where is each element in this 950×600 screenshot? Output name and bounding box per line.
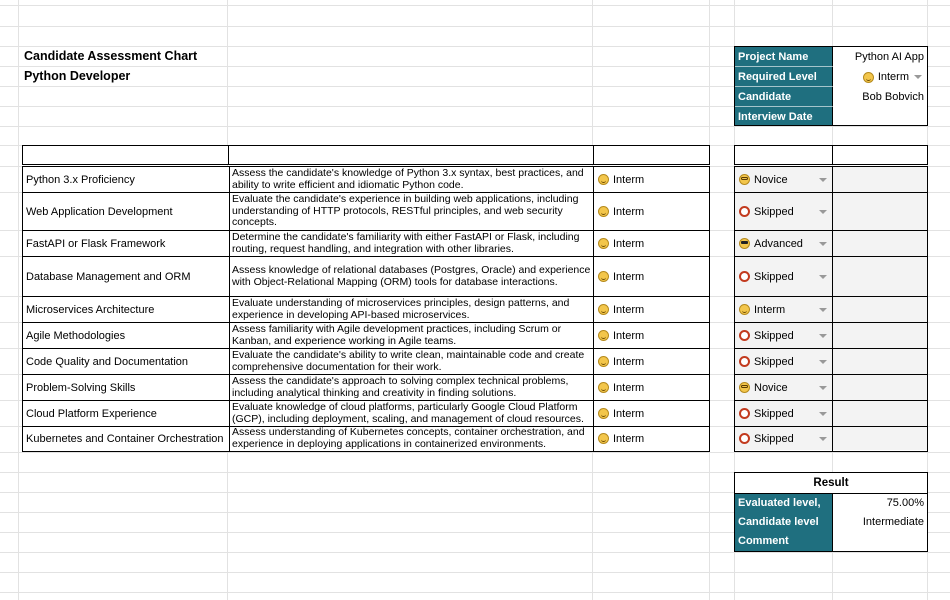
smile-emoji-icon (598, 382, 609, 393)
rating-note-cell[interactable] (833, 193, 927, 230)
info-label: Project Name (738, 51, 809, 63)
rating-note-cell[interactable] (833, 167, 927, 192)
required-level-cell[interactable] (594, 257, 709, 296)
skill-row (23, 349, 709, 374)
rating-note-cell[interactable] (833, 401, 927, 426)
required-level-cell[interactable] (594, 349, 709, 374)
required-level-label: Interm (613, 329, 645, 342)
dropdown-arrow-icon[interactable] (914, 75, 922, 79)
rating-dropdown[interactable] (735, 167, 832, 192)
skill-description[interactable]: Evaluate the candidate's ability to write clean, maintainable code and create comprehensive documentation for their work. (232, 349, 585, 373)
required-level-label: Interm (613, 355, 645, 368)
result-box (734, 472, 928, 552)
smile-emoji-icon (598, 356, 609, 367)
rating-label: Skipped (754, 270, 794, 283)
skill-description[interactable]: Assess the candidate's knowledge of Python 3.x syntax, best practices, and ability to write efficient and idiomatic Python code. (232, 167, 584, 191)
rating-dropdown[interactable] (735, 349, 832, 374)
info-value[interactable]: Python AI App (854, 51, 924, 63)
result-label: Candidate level (738, 516, 819, 528)
skill-name[interactable]: Microservices Architecture (26, 303, 155, 316)
rating-label: Skipped (754, 329, 794, 342)
skill-description[interactable]: Evaluate knowledge of cloud platforms, particularly Google Cloud Platform (GCP), including deployment, scaling, and management of cloud resources. (232, 401, 584, 425)
rating-dropdown[interactable] (735, 427, 832, 450)
skill-name[interactable]: Kubernetes and Container Orchestration (26, 432, 224, 445)
table-header-row (22, 145, 710, 165)
dropdown-arrow-icon[interactable] (819, 275, 827, 279)
skill-description[interactable]: Evaluate the candidate's experience in building web applications, including understanding of HTTP protocols, RESTful principles, and web security concepts. (232, 193, 579, 229)
skill-name[interactable]: Web Application Development (26, 205, 173, 218)
rating-dropdown[interactable] (735, 257, 832, 296)
required-level-cell[interactable] (594, 401, 709, 426)
skill-row (23, 375, 709, 400)
skill-name[interactable]: Database Management and ORM (26, 270, 191, 283)
sheet-subtitle: Python Developer (24, 69, 131, 83)
skill-description[interactable]: Assess understanding of Kubernetes concepts, container orchestration, and experience in deploying applications in containerized environments. (232, 427, 585, 450)
rating-note-cell[interactable] (833, 323, 927, 348)
skill-row (23, 401, 709, 426)
skill-name[interactable]: Problem-Solving Skills (26, 381, 136, 394)
skipped-circle-icon (739, 271, 750, 282)
skill-description[interactable]: Determine the candidate's familiarity with either FastAPI or Flask, including routing, request handling, and integration with other libraries. (232, 231, 580, 255)
required-level-cell[interactable] (594, 231, 709, 256)
smile-emoji-icon (863, 72, 874, 83)
rating-dropdown[interactable] (735, 401, 832, 426)
result-value[interactable]: 75.00% (886, 497, 924, 509)
skill-row (23, 167, 709, 192)
skipped-circle-icon (739, 408, 750, 419)
dropdown-arrow-icon[interactable] (819, 386, 827, 390)
result-value[interactable] (833, 532, 927, 551)
skipped-circle-icon (739, 356, 750, 367)
rating-label: Skipped (754, 355, 794, 368)
required-level-value: Interm (877, 71, 909, 83)
required-level-cell[interactable] (594, 323, 709, 348)
dropdown-arrow-icon[interactable] (819, 210, 827, 214)
rating-dropdown[interactable] (735, 231, 832, 256)
dropdown-arrow-icon[interactable] (819, 360, 827, 364)
skill-name[interactable]: Agile Methodologies (26, 329, 126, 342)
smile-emoji-icon (598, 330, 609, 341)
skill-name[interactable]: FastAPI or Flask Framework (26, 237, 166, 250)
required-level-label: Interm (613, 381, 645, 394)
info-label: Interview Date (738, 111, 813, 123)
rating-note-cell[interactable] (833, 257, 927, 296)
skipped-circle-icon (739, 206, 750, 217)
skill-name[interactable]: Python 3.x Proficiency (26, 173, 135, 186)
required-level-cell[interactable] (594, 375, 709, 400)
required-level-label: Interm (613, 407, 645, 420)
skill-row (23, 257, 709, 296)
required-level-label: Interm (613, 173, 645, 186)
required-level-label: Interm (613, 205, 645, 218)
info-box (734, 46, 928, 126)
dropdown-arrow-icon[interactable] (819, 308, 827, 312)
skill-description[interactable]: Assess knowledge of relational databases (Postgres, Oracle) and experience with Object-Relational Mapping (ORM) tools for database interactions. (232, 264, 591, 288)
rating-table (734, 166, 928, 452)
skill-row (23, 427, 709, 450)
rating-note-cell[interactable] (833, 231, 927, 256)
sunglasses-emoji-icon (739, 238, 750, 249)
result-value[interactable]: Intermediate (862, 516, 924, 528)
info-label: Required Level (738, 71, 817, 83)
skill-description[interactable]: Assess the candidate's approach to solving complex technical problems, including analytical thinking and creativity in finding solutions. (232, 375, 569, 399)
rating-note-cell[interactable] (833, 349, 927, 374)
smile-emoji-icon (598, 238, 609, 249)
required-level-label: Interm (613, 303, 645, 316)
smile-emoji-icon (739, 304, 750, 315)
skill-row (23, 231, 709, 256)
rating-label: Skipped (754, 407, 794, 420)
result-label: Comment (738, 535, 789, 547)
nerd-emoji-icon (739, 174, 750, 185)
skill-row (23, 193, 709, 230)
info-value[interactable] (833, 107, 927, 127)
smile-emoji-icon (598, 304, 609, 315)
required-level-cell[interactable] (594, 167, 709, 192)
dropdown-arrow-icon[interactable] (819, 437, 827, 441)
skill-name[interactable]: Cloud Platform Experience (26, 407, 157, 420)
rating-label: Interm (754, 303, 786, 316)
dropdown-arrow-icon[interactable] (819, 334, 827, 338)
skill-row (23, 297, 709, 322)
info-value[interactable] (833, 67, 927, 87)
sheet-title: Candidate Assessment Chart (24, 49, 198, 63)
smile-emoji-icon (598, 271, 609, 282)
dropdown-arrow-icon[interactable] (819, 178, 827, 182)
smile-emoji-icon (598, 174, 609, 185)
result-label: Evaluated level, (738, 497, 821, 509)
skipped-circle-icon (739, 330, 750, 341)
rating-header-row (734, 145, 928, 165)
smile-emoji-icon (598, 408, 609, 419)
required-level-label: Interm (613, 270, 645, 283)
dropdown-arrow-icon[interactable] (819, 242, 827, 246)
rating-label: Skipped (754, 205, 794, 218)
rating-note-cell[interactable] (833, 297, 927, 322)
required-level-cell[interactable] (594, 297, 709, 322)
rating-dropdown[interactable] (735, 297, 832, 322)
rating-label: Advanced (754, 237, 803, 250)
rating-label: Novice (754, 173, 788, 186)
skills-table (22, 166, 710, 452)
rating-note-cell[interactable] (833, 427, 927, 450)
rating-dropdown[interactable] (735, 323, 832, 348)
rating-note-cell[interactable] (833, 375, 927, 400)
rating-dropdown[interactable] (735, 375, 832, 400)
info-label: Candidate (738, 91, 792, 103)
info-value[interactable]: Bob Bobvich (862, 91, 924, 103)
required-level-label: Interm (613, 432, 645, 445)
skill-description[interactable]: Assess familiarity with Agile development practices, including Scrum or Kanban, and experience working in Agile teams. (232, 323, 562, 347)
rating-dropdown[interactable] (735, 193, 832, 230)
required-level-cell[interactable] (594, 193, 709, 230)
result-title: Result (813, 477, 849, 489)
nerd-emoji-icon (739, 382, 750, 393)
rating-label: Skipped (754, 432, 794, 445)
skill-row (23, 323, 709, 348)
dropdown-arrow-icon[interactable] (819, 412, 827, 416)
smile-emoji-icon (598, 433, 609, 444)
required-level-label: Interm (613, 237, 645, 250)
skill-name[interactable]: Code Quality and Documentation (26, 355, 189, 368)
required-level-cell[interactable] (594, 427, 709, 450)
skipped-circle-icon (739, 433, 750, 444)
rating-label: Novice (754, 381, 788, 394)
smile-emoji-icon (598, 206, 609, 217)
skill-description[interactable]: Evaluate understanding of microservices principles, design patterns, and experience in developing API-based microservices. (232, 297, 570, 321)
